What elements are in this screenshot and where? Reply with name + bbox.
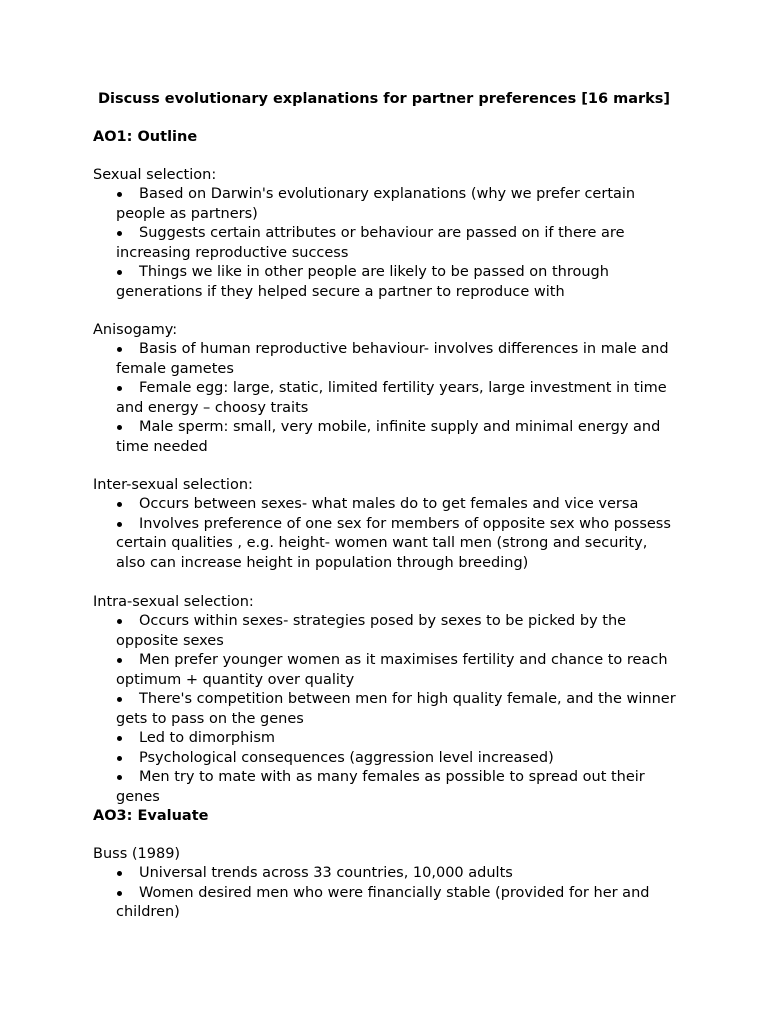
list-item-text: Based on Darwin's evolutionary explanations (why we prefer certain people as partners) bbox=[116, 186, 636, 222]
list-item-text: Male sperm: small, very mobile, infinite supply and minimal energy and time needed bbox=[116, 419, 661, 455]
list-item-text: Basis of human reproductive behaviour- involves differences in male and female gametes bbox=[116, 341, 669, 377]
document-title: Discuss evolutionary explanations for partner preferences [16 marks] bbox=[97, 91, 671, 107]
bullet-icon bbox=[117, 192, 122, 197]
list-item bbox=[0, 612, 768, 651]
bullet-icon bbox=[117, 775, 122, 780]
list-item-text: Men try to mate with as many females as possible to spread out their genes bbox=[116, 769, 645, 805]
bullet-icon bbox=[117, 619, 122, 624]
bullet-icon bbox=[117, 871, 122, 876]
list-item bbox=[0, 651, 768, 690]
list-item-text: Suggests certain attributes or behaviour are passed on if there are increasing reproductive success bbox=[116, 225, 625, 261]
bullet-icon bbox=[117, 658, 122, 663]
list-item-text: Psychological consequences (aggression level increased) bbox=[139, 749, 554, 766]
section-heading-sexual-selection: Sexual selection: bbox=[93, 167, 217, 183]
list-item bbox=[0, 768, 768, 807]
list-item bbox=[0, 749, 768, 769]
bullet-icon bbox=[117, 522, 122, 527]
list-item bbox=[0, 495, 768, 515]
list-item-text: Involves preference of one sex for members of opposite sex who possess certain qualities , e.g. height- women want tall men (strong and security, also can increase height in population through breeding) bbox=[116, 515, 671, 571]
list-item bbox=[0, 864, 768, 884]
sexual-selection-list bbox=[0, 185, 768, 302]
bullet-icon bbox=[117, 502, 122, 507]
list-item bbox=[0, 729, 768, 749]
bullet-icon bbox=[117, 386, 122, 391]
list-item bbox=[0, 263, 768, 302]
section-heading-intra-sexual-selection: Intra-sexual selection: bbox=[93, 594, 254, 610]
list-item bbox=[0, 515, 768, 574]
bullet-icon bbox=[117, 756, 122, 761]
list-item-text: Women desired men who were financially stable (provided for her and children) bbox=[116, 884, 650, 920]
bullet-icon bbox=[117, 231, 122, 236]
list-item bbox=[0, 418, 768, 457]
anisogamy-list bbox=[0, 340, 768, 457]
list-item-text: There's competition between men for high quality female, and the winner gets to pass on the genes bbox=[116, 691, 676, 727]
bullet-icon bbox=[117, 891, 122, 896]
list-item-text: Female egg: large, static, limited fertility years, large investment in time and energy – choosy traits bbox=[116, 380, 667, 416]
list-item bbox=[0, 379, 768, 418]
list-item-text: Universal trends across 33 countries, 10,000 adults bbox=[139, 865, 513, 881]
list-item-text: Men prefer younger women as it maximises fertility and chance to reach optimum + quantity over quality bbox=[116, 652, 668, 688]
bullet-icon bbox=[117, 697, 122, 702]
list-item bbox=[0, 224, 768, 263]
evaluation-heading-buss: Buss (1989) bbox=[93, 846, 181, 862]
bullet-icon bbox=[117, 270, 122, 275]
ao1-heading: AO1: Outline bbox=[93, 129, 198, 145]
inter-sexual-selection-list bbox=[0, 495, 768, 573]
section-heading-inter-sexual-selection: Inter-sexual selection: bbox=[93, 477, 253, 493]
list-item bbox=[0, 884, 768, 923]
bullet-icon bbox=[117, 736, 122, 741]
list-item-text: Things we like in other people are likely to be passed on through generations if they helped secure a partner to reproduce with bbox=[116, 264, 609, 300]
evaluation-list bbox=[0, 864, 768, 923]
list-item bbox=[0, 340, 768, 379]
bullet-icon bbox=[117, 425, 122, 430]
list-item bbox=[0, 690, 768, 729]
bullet-icon bbox=[117, 347, 122, 352]
intra-sexual-selection-list bbox=[0, 612, 768, 807]
list-item bbox=[0, 185, 768, 224]
list-item-text: Led to dimorphism bbox=[139, 730, 276, 746]
list-item-text: Occurs between sexes- what males do to get females and vice versa bbox=[139, 496, 639, 512]
section-heading-anisogamy: Anisogamy: bbox=[93, 322, 178, 338]
list-item-text: Occurs within sexes- strategies posed by sexes to be picked by the opposite sexes bbox=[116, 613, 627, 649]
ao3-heading: AO3: Evaluate bbox=[93, 808, 209, 824]
